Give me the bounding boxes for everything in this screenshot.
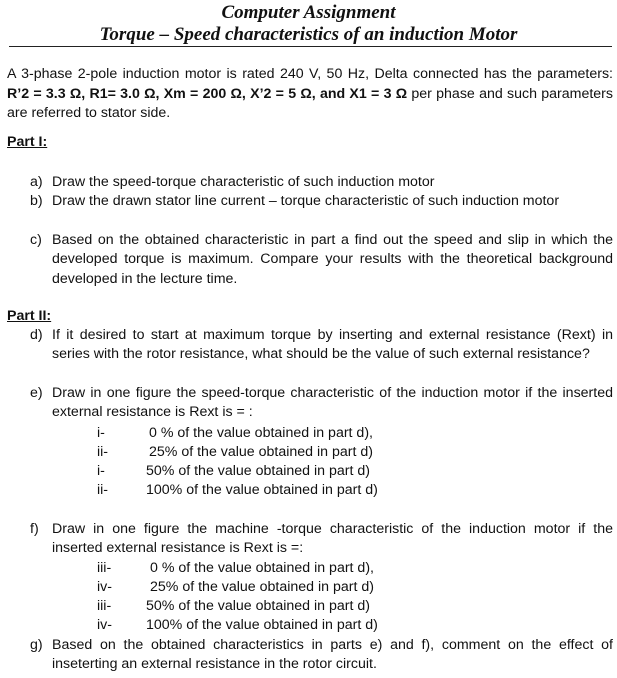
sub-item-text: 100% of the value obtained in part d) bbox=[146, 617, 378, 633]
sub-item-number: i- bbox=[97, 463, 105, 479]
intro-paragraph bbox=[7, 65, 613, 124]
question-text: Draw the drawn stator line current – torque characteristic of such induction motor bbox=[52, 193, 560, 209]
intro-text-end: per phase and such parameters are referred to stator side. bbox=[7, 85, 613, 121]
question-label: c) bbox=[30, 232, 42, 248]
sub-item-number: iii- bbox=[97, 560, 112, 576]
sub-item-number: ii- bbox=[97, 444, 109, 460]
title-underline bbox=[9, 46, 612, 47]
sub-item-text: 0 % of the value obtained in part d), bbox=[150, 560, 374, 576]
question-text: Based on the obtained characteristics in parts e) and f), comment on the effect of inseterting an external resistance in the rotor circuit. bbox=[52, 637, 613, 673]
question-label: d) bbox=[30, 327, 43, 343]
question-label: f) bbox=[30, 521, 39, 537]
question-text: If it desired to start at maximum torque by inserting and external resistance (Rext) in series with the rotor resistance, what should be the value of such external resistance? bbox=[52, 327, 613, 363]
sub-item-number: iv- bbox=[97, 617, 112, 633]
question-label: a) bbox=[30, 174, 43, 190]
sub-item-text: 50% of the value obtained in part d) bbox=[146, 463, 371, 479]
intro-text-start: A 3-phase 2-pole induction motor is rated 240 V, 50 Hz, Delta connected has the parameters: bbox=[7, 66, 613, 82]
question-text: Draw in one figure the machine -torque characteristic of the induction motor if the inserted external resistance is Rext is =: bbox=[52, 521, 613, 557]
question-a bbox=[30, 173, 613, 192]
question-label: g) bbox=[30, 637, 43, 653]
question-text: Draw in one figure the speed-torque characteristic of the induction motor if the inserted external resistance is Rext is = : bbox=[52, 385, 613, 421]
question-text: Based on the obtained characteristic in part a find out the speed and slip in which the developed torque is maximum. Compare your results with the theoretical background developed in the lecture time. bbox=[52, 232, 613, 287]
part-1-heading: Part I: bbox=[7, 134, 48, 150]
sub-item-number: iv- bbox=[97, 579, 112, 595]
question-text: Draw the speed-torque characteristic of such induction motor bbox=[52, 174, 435, 190]
sub-item-text: 100% of the value obtained in part d) bbox=[146, 482, 378, 498]
question-d bbox=[30, 326, 613, 365]
part-2-heading: Part II: bbox=[7, 308, 52, 324]
question-e bbox=[30, 384, 613, 423]
sub-item-number: iii- bbox=[97, 598, 112, 614]
question-label: e) bbox=[30, 385, 43, 401]
motor-parameters: R’2 = 3.3 Ω, R1= 3.0 Ω, Xm = 200 Ω, X’2 = 5 Ω, and X1 = 3 Ω bbox=[7, 85, 408, 102]
sub-item-text: 50% of the value obtained in part d) bbox=[146, 598, 371, 614]
question-f bbox=[30, 520, 613, 559]
document-subtitle: Torque – Speed characteristics of an induction Motor bbox=[99, 24, 518, 45]
question-label: b) bbox=[30, 193, 43, 209]
document-title: Computer Assignment bbox=[221, 2, 396, 23]
sub-item-text: 0 % of the value obtained in part d), bbox=[149, 425, 373, 441]
question-b bbox=[30, 192, 613, 211]
sub-item-number: ii- bbox=[97, 482, 109, 498]
sub-item-text: 25% of the value obtained in part d) bbox=[150, 579, 375, 595]
question-g bbox=[30, 636, 613, 675]
question-c bbox=[30, 231, 613, 289]
sub-item-text: 25% of the value obtained in part d) bbox=[149, 444, 374, 460]
sub-item-number: i- bbox=[97, 425, 105, 441]
